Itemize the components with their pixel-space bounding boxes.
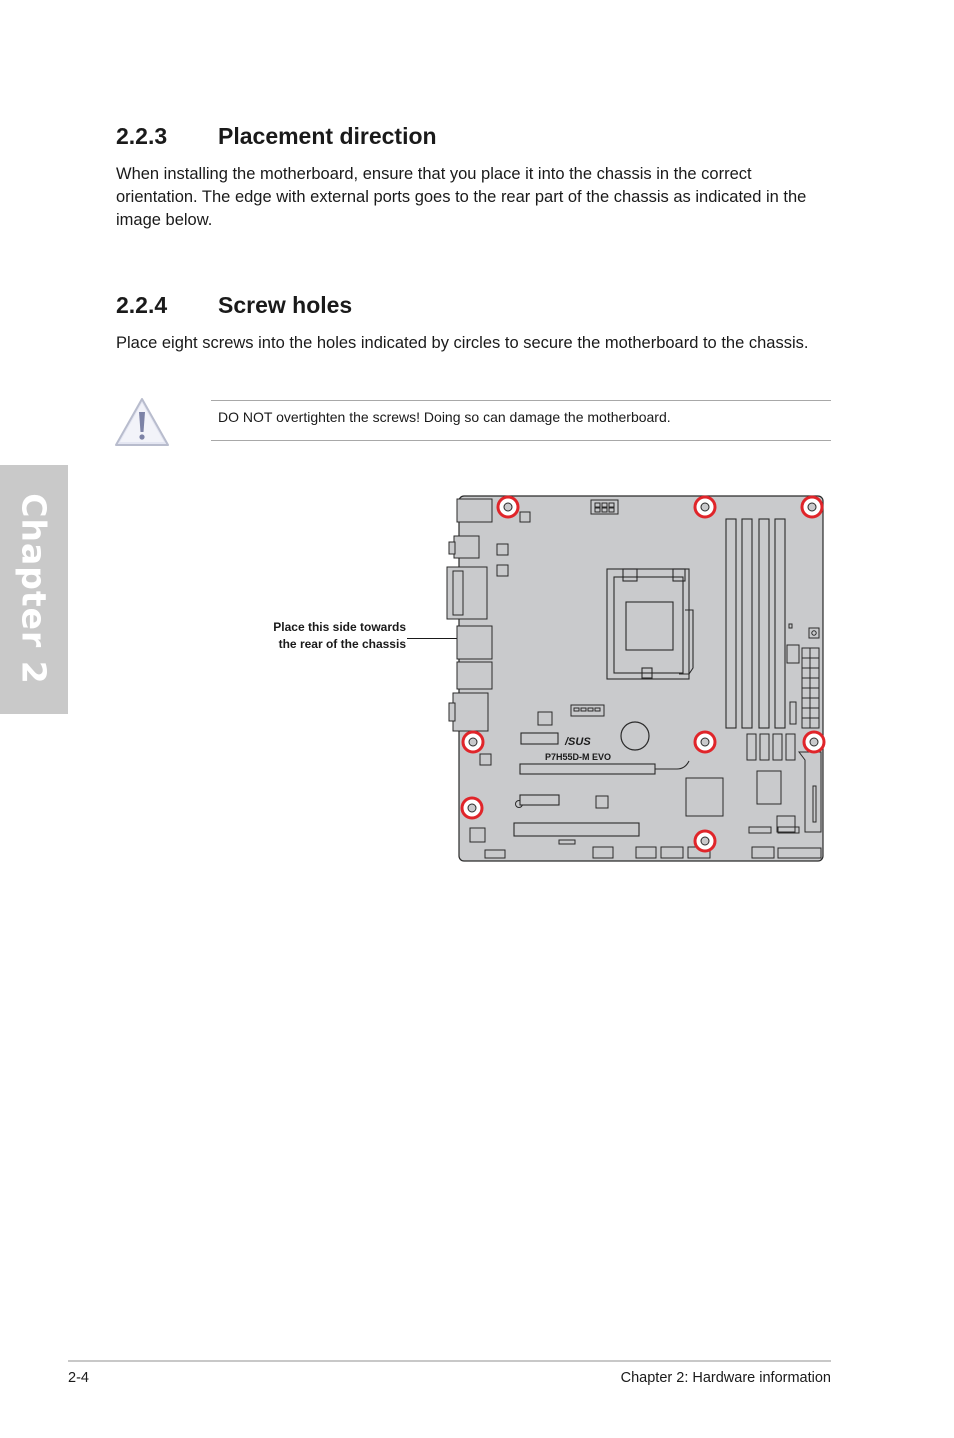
warning-text: DO NOT overtighten the screws! Doing so can damage the motherboard. [218,409,671,425]
footer-rule [68,1360,831,1362]
placement-paragraph: When installing the motherboard, ensure that you place it into the chassis in the correct orientation. The edge with external ports goes to the rear part of the chassis as indicated in the image below. [116,165,807,229]
screw-hole-marker [463,732,483,752]
screw-hole-marker [695,732,715,752]
rear-side-callout [236,619,406,653]
callout-line-1: Place this side towards [273,620,406,634]
board-model-label: P7H55D-M EVO [545,752,612,762]
screw-hole-marker [804,732,824,752]
chapter-tab-label: Chapter 2 [14,493,54,685]
screw-hole-marker [695,831,715,851]
page-number: 2-4 [68,1370,89,1386]
footer-chapter-name: Chapter 2: Hardware information [620,1370,831,1386]
notice-bottom-rule [211,440,831,441]
section-title: Placement direction [218,123,437,149]
section-number: 2.2.4 [116,292,168,318]
screw-hole-marker [498,497,518,517]
screw-holes-paragraph: Place eight screws into the holes indicated by circles to secure the motherboard to the chassis. [116,334,809,352]
section-title: Screw holes [218,292,353,318]
motherboard-diagram [437,490,827,865]
screw-hole-marker [462,798,482,818]
section-number: 2.2.3 [116,123,168,149]
callout-line-2: the rear of the chassis [278,637,406,651]
screw-hole-marker [695,497,715,517]
cmos-battery [621,722,649,750]
board-brand-logo: /SUS [565,736,591,748]
chapter-tab [0,465,68,714]
notice-top-rule [211,400,831,401]
screw-hole-marker [802,497,822,517]
warning-triangle-icon [114,396,170,448]
